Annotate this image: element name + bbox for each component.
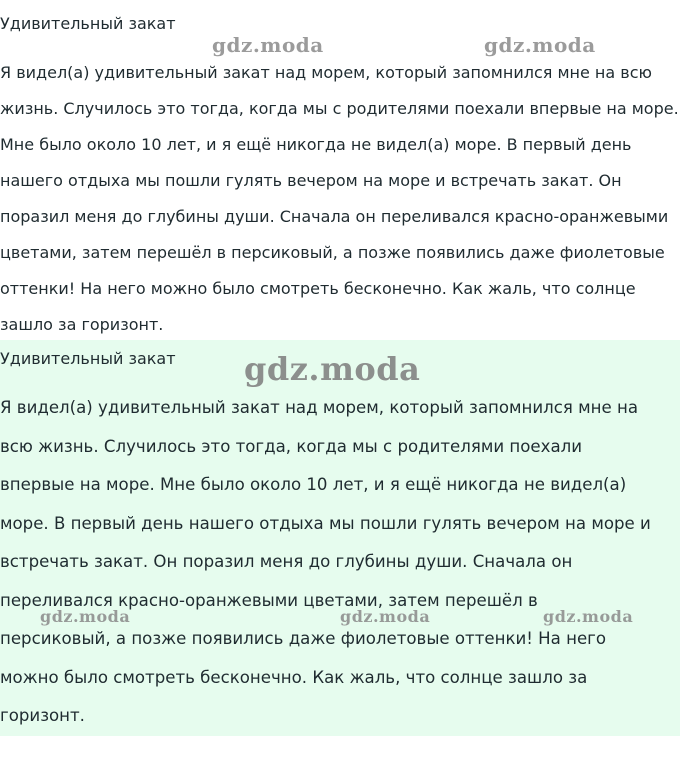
text-line: впервые на море. Мне было около 10 лет, и я ещё никогда не видел(а) — [0, 475, 627, 494]
text-line: можно было смотреть бесконечно. Как жаль, что солнце зашло за — [0, 667, 588, 687]
text-line: Я видел(а) удивительный закат над морем, который запомнился мне на — [0, 398, 639, 417]
watermark: gdz.moda — [340, 607, 431, 626]
text-line: зашло за горизонт. — [0, 315, 164, 334]
watermark: gdz.moda — [543, 607, 634, 626]
text-line: горизонт. — [0, 706, 85, 725]
essay-text — [0, 55, 679, 340]
text-line: Я видел(а) удивительный закат над морем, который запомнился мне на всю — [0, 63, 652, 82]
text-line: нашего отдыха мы пошли гулять вечером на море и встречать закат. Он — [0, 171, 622, 190]
watermark: gdz.moda — [244, 350, 421, 388]
text-line: жизнь. Случилось это тогда, когда мы с родителями поехали впервые на море. — [0, 99, 679, 118]
essay-block-2 — [0, 340, 680, 736]
essay-block-1 — [0, 0, 680, 340]
text-line: переливался красно-оранжевыми цветами, затем перешёл в — [0, 590, 538, 610]
text-line: море. В первый день нашего отдыха мы пошли гулять вечером на море и — [0, 513, 651, 533]
watermark: gdz.moda — [484, 33, 596, 57]
text-line: поразил меня до глубины души. Сначала он переливался красно-оранжевыми — [0, 207, 669, 226]
text-line: цветами, затем перешёл в персиковый, а позже появились даже фиолетовые — [0, 243, 665, 262]
essay-title: Удивительный закат — [0, 349, 176, 368]
text-line: встречать закат. Он поразил меня до глубины души. Сначала он — [0, 552, 573, 571]
essay-text — [0, 389, 651, 736]
text-line: персиковый, а позже появились даже фиолетовые оттенки! На него — [0, 629, 607, 648]
watermark: gdz.moda — [212, 33, 324, 57]
essay-title: Удивительный закат — [0, 14, 176, 33]
text-line: оттенки! На него можно было смотреть бесконечно. Как жаль, что солнце — [0, 279, 636, 298]
text-line: всю жизнь. Случилось это тогда, когда мы с родителями поехали — [0, 436, 583, 456]
watermark: gdz.moda — [40, 607, 131, 626]
text-line: Мне было около 10 лет, и я ещё никогда не видел(а) море. В первый день — [0, 135, 632, 154]
